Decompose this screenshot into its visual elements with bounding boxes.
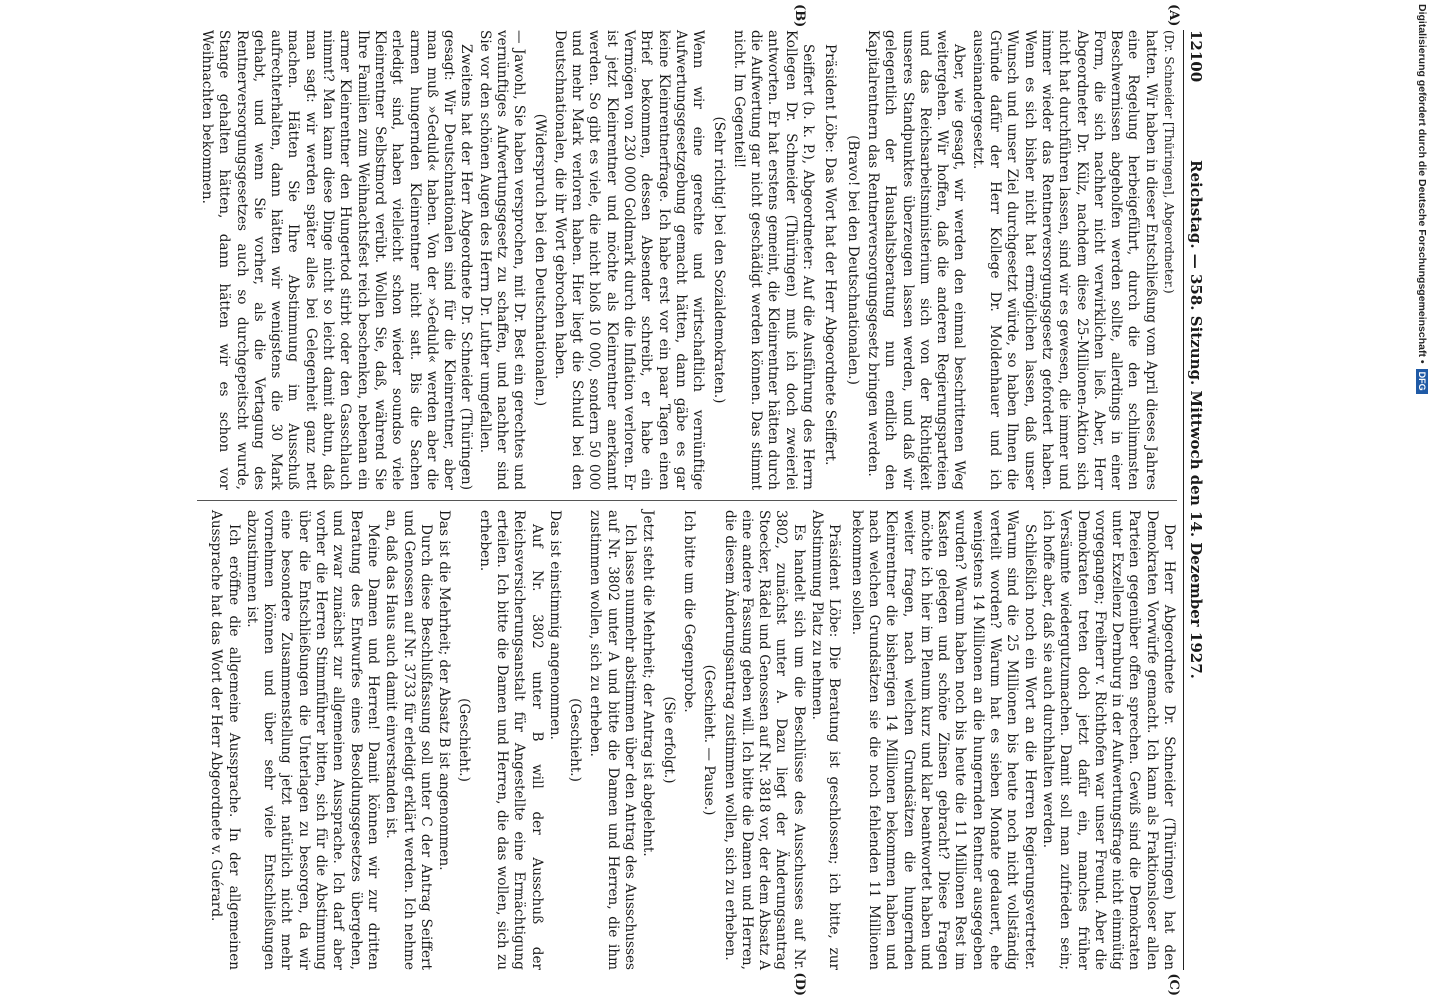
paragraph: Seiffert (b. k. P.), Abgeordneter: Auf die Ausführung des Herrn Kollegen Dr. Schneider (Thüringen) muß ich doch zweierlei antworten. Er hat erstens gemeint, die Kleinrentner hätten durch die Aufwertung gar nicht geschädigt werden können. Das stimmt nicht. Im Gegenteil! — [730, 30, 817, 490]
paragraph: Das ist die Mehrheit; der Absatz B ist angenommen. — [436, 510, 453, 871]
paragraph: Jetzt steht die Mehrheit; der Antrag ist abgelehnt. — [640, 510, 657, 857]
paragraph: Auf Nr. 3802 unter B will der Ausschuß der Reichsversicherungsanstalt für Angestellte eine Ermächtigung erteilen. Ich bitte die Damen und Herren, die das wollen, sich zu erheben. — [476, 510, 545, 970]
column-divider — [197, 500, 1177, 501]
digitization-credit — [1416, 4, 1428, 394]
margin-letter-b: (B) — [792, 4, 807, 28]
margin-letter-d: (D) — [792, 972, 807, 996]
interjection: (Sehr richtig! bei den Sozialdemokraten.) — [710, 116, 727, 404]
speaker-continuation: (Dr. Schneider [Thüringen], Abgeordneter.) — [1162, 30, 1176, 294]
interjection: (Geschieht.) — [456, 698, 473, 782]
credit-text: Digitalisierung gefördert durch die Deutsche Forschungsgemeinschaft • — [1416, 4, 1428, 364]
paragraph: Ich eröffne die allgemeine Aussprache. In der allgemeinen Aussprache hat das Wort der Herr Abgeordnete v. Guérard. — [208, 510, 242, 970]
interjection: (Sie erfolgt.) — [660, 696, 677, 784]
rotated-page — [17, 0, 1217, 1000]
dfg-logo: DFG — [1416, 369, 1428, 394]
paragraph: Ich bitte um die Gegenprobe. — [680, 510, 697, 713]
paragraph: hatten. Wir haben in dieser Entschließung vom April dieses Jahres eine Regelung herbeigeführt, durch die den schlimmsten Beschwernissen abgeholfen werden sollte, allerdings in einer Form, die sich nachher nicht verwirklichen ließ. Aber, Herr Abgeordneter Dr. Külz, nachdem diese 25-Millionen-Aktion sich nicht hat durchführen lassen, sind wir es gewesen, die immer und immer wieder das Rentnerversorgungsgesetz gefordert haben. Wenn es sich bisher nicht hat ermöglichen lassen, daß unser Wunsch und unser Ziel durchgesetzt würde, so haben Ihnen die Gründe dafür der Herr Kollege Dr. Moldenhauer und ich auseinandergesetzt. — [969, 30, 1159, 490]
paragraph: Das ist einstimmig angenommen. — [546, 510, 563, 740]
paragraph: Der Herr Abgeordnete Dr. Schneider (Thüringen) hat den Demokraten Vorwürfe gemacht. Ich kann als Fraktionsloser allen Parteien gegenüber offen sprechen. Gewiß sind die Demokraten unter Exzellenz Dernburg in der Aufwertungsfrage nicht einmütig vorgegangen; Freiherr v. Richthofen war unser Freund. Aber die Demokraten treten doch jetzt dafür ein, manches früher Versäumte wiedergutzumachen. Damit soll man zufrieden sein; ich hoffe aber, daß sie auch durchhalten werden. — [1039, 510, 1177, 970]
paragraph: Wenn wir eine gerechte und wirtschaftlich vernünftige Aufwertungsgesetzgebung gemacht hätten, dann gäbe es gar keine Kleinrentnerfrage. Ich habe erst vor ein paar Tagen einen Brief bekommen, dessen Absender schreibt, er habe ein Vermögen von 230 000 Goldmark durch die Inflation verloren. Er ist jetzt Kleinrentner und möchte als Kleinrentner anerkannt werden. So gibt es viele, die nicht bloß 10 000, sondern 50 000 und mehr Mark verloren haben. Hier liegt die Schuld bei den Deutschnationalen, die ihr Wort gebrochen haben. — [551, 30, 707, 490]
paragraph: — Jawohl, Sie haben versprochen, mit Dr. Best ein gerechtes und vernünftiges Aufwertungsgesetz zu schaffen, und nachher sind Sie vor den schönen Augen des Herrn Dr. Luther umgefallen. — [476, 30, 528, 490]
paragraph: Es handelt sich um die Beschlüsse des Ausschusses auf Nr. 3802, zunächst unter A. Dazu liegt der Änderungsantrag Stoecker, Rädel und Genossen auf Nr. 3818 vor, der dem Absatz A eine andere Fassung geben will. Ich bitte die Damen und Herren, die diesem Änderungsantrag zustimmen wollen, sich zu erheben. — [721, 510, 807, 970]
paragraph: Schließlich noch ein Wort an die Herren Regierungsvertreter. Warum sind die 25 Millionen bis heute noch nicht vollständig verteilt worden? Warum hat es sieben Monate gedauert, ehe wenigstens 14 Millionen an die hungernden Rentner ausgegeben wurden? Warum haben noch bis heute die 11 Millionen Rest im Kasten gelegen und schöne Zinsen gebracht? Diese Fragen möchte ich hier im Plenum kurz und klar beantwortet haben und weiter fragen, nach welchen Grundsätzen die hungernden Kleinrentner die bisherigen 14 Millionen bekommen haben und nach welchen Grundsätzen sie die noch fehlenden 11 Millionen bekommen sollen. — [848, 510, 1038, 970]
interjection: (Geschieht.) — [567, 698, 584, 782]
margin-letter-a: (A) — [1166, 4, 1181, 27]
paragraph: Präsident Löbe: Die Beratung ist geschlossen; ich bitte, zur Abstimmung Platz zu nehmen. — [809, 510, 843, 970]
paragraph: Durch diese Beschlußfassung soll unter C der Antrag Seiffert und Genossen auf Nr. 3733 für erledigt erklärt werden. Ich nehme an, daß das Haus auch damit einverstanden ist. — [383, 510, 434, 970]
paragraph: Ich lasse nunmehr abstimmen über den Antrag des Ausschusses auf Nr. 3802 unter A und bitte die Damen und Herren, die ihm zustimmen wollen, sich zu erheben. — [587, 510, 639, 970]
left-column — [197, 30, 1177, 490]
paragraph: Präsident Löbe: Das Wort hat der Herr Abgeordnete Seiffert. — [822, 44, 839, 466]
page-title: Reichstag. — 358. Sitzung. Mittwoch den 14. Dezember 1927. — [1187, 160, 1205, 679]
interjection: (Widerspruch bei den Deutschnationalen.) — [531, 113, 548, 407]
interjection: (Geschieht. — Pause.) — [701, 664, 718, 816]
paragraph: Aber, wie gesagt, wir werden den einmal beschrittenen Weg weitergehen. Wir hoffen, daß die anderen Regierungsparteien und das Reichsarbeitsministerium sich von der Richtigkeit unseres Standpunktes überzeugen lassen werden, und daß wir gelegentlich der Haushaltsberatung nun endlich den Kapitalrentnern das Rentnerversorgungsgesetz bringen werden. — [864, 30, 968, 490]
page-number: 12100 — [1187, 30, 1205, 83]
paragraph: Meine Damen und Herren! Damit können wir zur dritten Beratung des Entwurfes eines Besoldungsgesetzes übergehen, und zwar zunächst zur allgemeinen Aussprache. Ich darf aber vorher die Herren Stimmführer bitten, sich für die Abstimmung über die Entschließungen die Unterlagen zu besorgen, da wir eine besondere Zusammenstellung jetzt natürlich nicht mehr vornehmen können und über sehr viele Entschließungen abzustimmen ist. — [243, 510, 381, 970]
interjection: (Bravo! bei den Deutschnationalen.) — [844, 135, 861, 385]
page-header — [1183, 30, 1205, 970]
margin-letter-c: (C) — [1166, 973, 1181, 996]
right-column — [197, 510, 1177, 970]
paragraph: Zweitens hat der Herr Abgeordnete Dr. Schneider (Thüringen) gesagt: Wir Deutschnationalen sind für die Kleinrentner, aber man muß »Geduld« haben. Von der »Geduld« werden aber die armen hungernden Kleinrentner nicht satt. Bis die Sachen erledigt sind, haben vielleicht schon wieder soundso viele Kleinrentner Selbstmord verübt. Wollen Sie, daß, während Sie Ihre Familien zum Weihnachtsfest reich beschenken, nebenan ein armer Kleinrentner den Hungertod stirbt oder den Gasschlauch nimmt? Man kann diese Dinge nicht so leicht damit abtun, daß man sagt: wir werden später alles bei Gelegenheit ganz nett machen. Hätten Sie Ihre Abstimmung im Ausschuß aufrechterhalten, dann hätten wir wenigstens die 30 Mark gehabt, und wenn Sie vorher, als die Vertagung des Rentnerversorgungsgesetzes auch so durchgepeitscht wurde, Stange gehalten hätten, dann hätten wir es schon vor Weihnachten bekommen. — [198, 30, 475, 490]
text-columns — [197, 30, 1177, 970]
